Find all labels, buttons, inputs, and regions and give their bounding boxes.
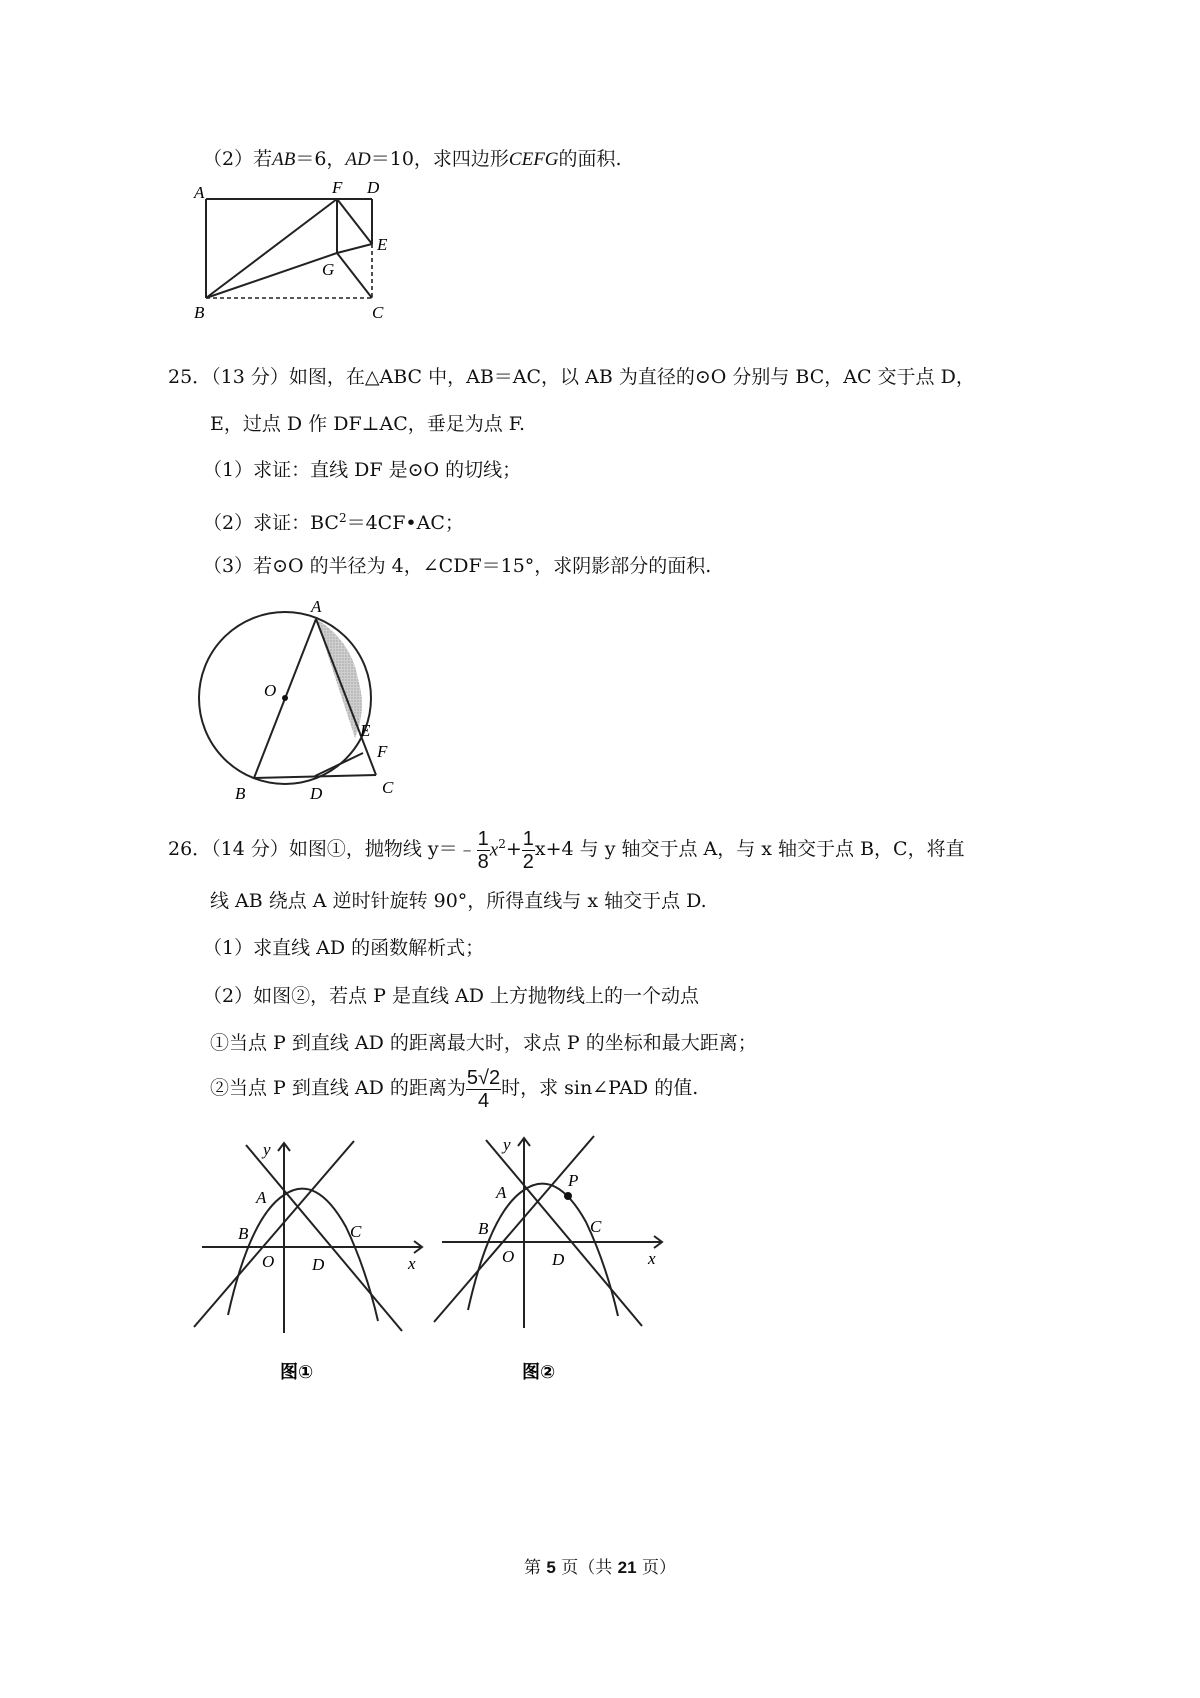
fig26b-label-A: A [496,1183,507,1202]
q25-header-cont: E，过点 D 作 DF⊥AC，垂足为点 F. [210,413,526,435]
parabola-figure-2 [430,1130,690,1385]
fraction-one-half: $\frac{1}{2}$ [522,827,534,873]
fig25-label-E: E [360,721,371,740]
fig25-label-A: A [311,597,322,616]
fig25-label-D: D [310,784,323,803]
fig24-label-B: B [194,303,205,322]
q26-part2b: ②当点 P 到直线 AD 的距离为 $\frac{5√2}{4}$ 时，求 sin∠PAD 的值. [210,1066,699,1112]
q25-header: 25．（13 分）如图，在△ABC 中，AB＝AC，以 AB 为直径的⊙O 分别与 BC，AC 交于点 D， [168,366,975,388]
fig24-label-F: F [332,178,343,197]
fraction-five-root-two-over-four: $\frac{5√2}{4}$ [466,1066,501,1112]
circle-triangle-figure [195,595,425,810]
fig26b-label-D: D [552,1250,565,1269]
q25-part2: （2）求证：$BC^2=4CF•AC$； [203,511,464,535]
fig25-label-F: F [377,742,388,761]
fig26a-label-x: x [408,1254,416,1273]
q26-header: 26．（14 分）如图①，抛物线 y＝﹣ $\frac{1}{8}$ $x^2+$ $\frac{1}{2}$ x+4 与 y 轴交于点 A，与 x 轴交于点 B，C，将直 [168,827,965,873]
rectangle-fold-figure [190,178,420,328]
fig26b-label-B: B [478,1219,489,1238]
fig26b-caption: 图② [522,1362,556,1383]
fig26a-caption: 图① [280,1362,314,1383]
q26-part2: （2）如图②，若点 P 是直线 AD 上方抛物线上的一个动点 [203,985,699,1007]
fig26a-label-D: D [312,1255,325,1274]
fig24-label-E: E [377,235,388,254]
fig24-label-A: A [194,183,205,202]
fig25-label-O: O [264,681,277,700]
q25-part3: （3）若⊙O 的半径为 4，∠CDF＝15°，求阴影部分的面积. [203,555,712,577]
fig26b-label-P: P [568,1171,579,1190]
fig26b-label-C: C [590,1217,602,1236]
fig25-label-C: C [382,778,394,797]
q26-header-cont: 线 AB 绕点 A 逆时针旋转 90°，所得直线与 x 轴交于点 D. [210,890,707,912]
fig26a-label-B: B [238,1224,249,1243]
fraction-one-eighth: $\frac{1}{8}$ [477,827,489,873]
fig26b-label-x: x [648,1249,656,1268]
page-footer: 第 5 页（共 21 页） [523,1558,676,1578]
fig24-label-G: G [322,260,335,279]
parabola-figure-1 [190,1135,450,1390]
q26-part2a: ①当点 P 到直线 AD 的距离最大时，求点 P 的坐标和最大距离； [210,1032,757,1054]
fig26b-label-O: O [502,1247,515,1266]
page-total: 21 [617,1558,637,1577]
fig26a-label-C: C [350,1222,362,1241]
fig26b-label-y: y [503,1135,511,1154]
fig24-label-D: D [367,178,380,197]
page-number: 5 [546,1558,556,1577]
q25-part1: （1）求证：直线 DF 是⊙O 的切线； [203,459,522,481]
q24-part2: （2）若AB＝6，AD＝10，求四边形CEFG的面积. [203,148,622,170]
fig25-label-B: B [235,784,246,803]
fig26a-label-y: y [263,1140,271,1159]
fig26a-label-O: O [262,1252,275,1271]
q26-part1: （1）求直线 AD 的函数解析式； [203,937,485,959]
fig26a-label-A: A [256,1188,267,1207]
fig24-label-C: C [372,303,384,322]
